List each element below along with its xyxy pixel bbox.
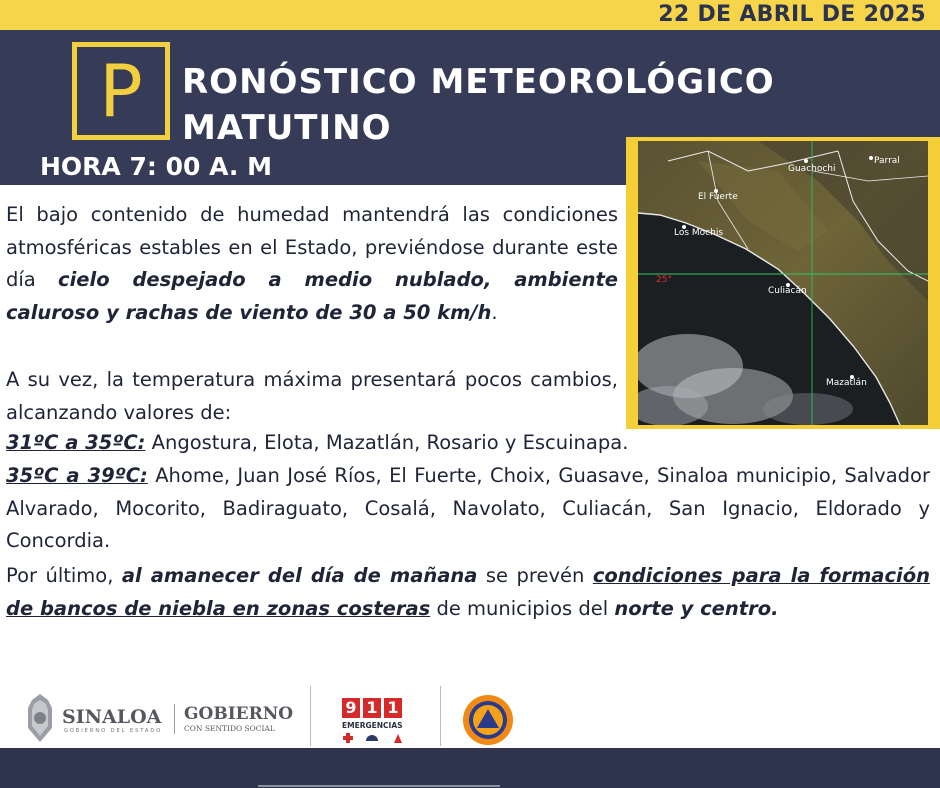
footer-bar xyxy=(0,748,940,788)
map-label-latitude: 25° xyxy=(656,275,672,285)
civil-protection-badge-icon xyxy=(462,694,514,746)
report-date: 22 DE ABRIL DE 2025 xyxy=(658,2,926,27)
logo-sinaloa-sub: GOBIERNO DEL ESTADO xyxy=(64,728,163,734)
logo-divider xyxy=(310,686,311,746)
temperature-range-2 xyxy=(6,460,930,558)
logo-911-emergencias: EMERGENCIAS xyxy=(342,721,403,730)
title-initial: P xyxy=(99,49,143,133)
temperature-range-label: 31ºC a 35ºC: xyxy=(6,431,146,454)
logos-strip xyxy=(0,684,940,748)
page-title-line2: MATUTINO xyxy=(182,108,392,148)
forecast-text: se prevén xyxy=(477,564,593,587)
forecast-highlight: cielo despejado a medio nublado, ambiente caluroso y rachas de viento de 30 a 50 km/h xyxy=(6,268,619,324)
forecast-text: El bajo contenido de humedad mantendrá las condiciones atmosféricas estables en el Estado, previéndose durante este día xyxy=(6,203,618,292)
satellite-frame xyxy=(626,137,940,429)
logo-gobierno-sub: CON SENTIDO SOCIAL xyxy=(184,724,275,733)
forecast-text: de municipios del xyxy=(430,596,615,620)
temperature-range-1 xyxy=(6,427,936,460)
map-label-culiacan: Culiacán xyxy=(768,286,807,296)
logo-separator xyxy=(174,704,175,734)
map-label-guachochi: Guachochi xyxy=(788,164,836,174)
map-label-los-mochis: Los Mochis xyxy=(674,228,724,238)
sinaloa-shield-icon xyxy=(24,692,56,744)
logo-911-digit: 9 xyxy=(342,698,360,718)
temperature-range-label: 35ºC a 39ºC: xyxy=(6,464,148,487)
satellite-image xyxy=(638,141,928,425)
forecast-text: . xyxy=(491,300,498,324)
temperature-range-municipalities: Angostura, Elota, Mazatlán, Rosario y Escuinapa. xyxy=(145,431,629,454)
logo-divider xyxy=(440,686,441,746)
page-title-line1: RONÓSTICO METEOROLÓGICO xyxy=(182,62,775,102)
logo-911-digit: 1 xyxy=(384,698,402,718)
map-label-mazatlan: Mazatlán xyxy=(826,378,867,388)
logo-911-digit: 1 xyxy=(363,698,381,718)
forecast-paragraph-1 xyxy=(6,199,618,329)
report-time: HORA 7: 00 A. M xyxy=(40,152,272,181)
forecast-text: Por último, xyxy=(6,564,122,587)
temperature-range-municipalities: Ahome, Juan José Ríos, El Fuerte, Choix, Guasave, Sinaloa municipio, Salvador Alvarado, Mocorito, Badiraguato, Cosalá, Navolato, Culiacán, San Ignacio, Eldorado y Concordia. xyxy=(6,464,930,553)
forecast-highlight: norte y centro. xyxy=(614,596,779,620)
footer-line xyxy=(258,785,500,787)
forecast-paragraph-final xyxy=(6,560,930,625)
date-bar xyxy=(0,0,940,30)
map-label-parral: Parral xyxy=(874,156,900,166)
emergency-services-icon xyxy=(342,732,404,744)
map-label-el-fuerte: El Fuerte xyxy=(698,192,738,202)
logo-sinaloa: SINALOA xyxy=(62,706,162,728)
logo-gobierno: GOBIERNO xyxy=(184,704,294,724)
forecast-highlight: al amanecer del día de mañana xyxy=(121,564,478,587)
forecast-paragraph-2: A su vez, la temperatura máxima presentará pocos cambios, alcanzando valores de: xyxy=(6,368,618,424)
forecast-highlight: condiciones para la formación de bancos de niebla en zonas costeras xyxy=(6,564,930,620)
title-initial-box xyxy=(72,42,170,140)
